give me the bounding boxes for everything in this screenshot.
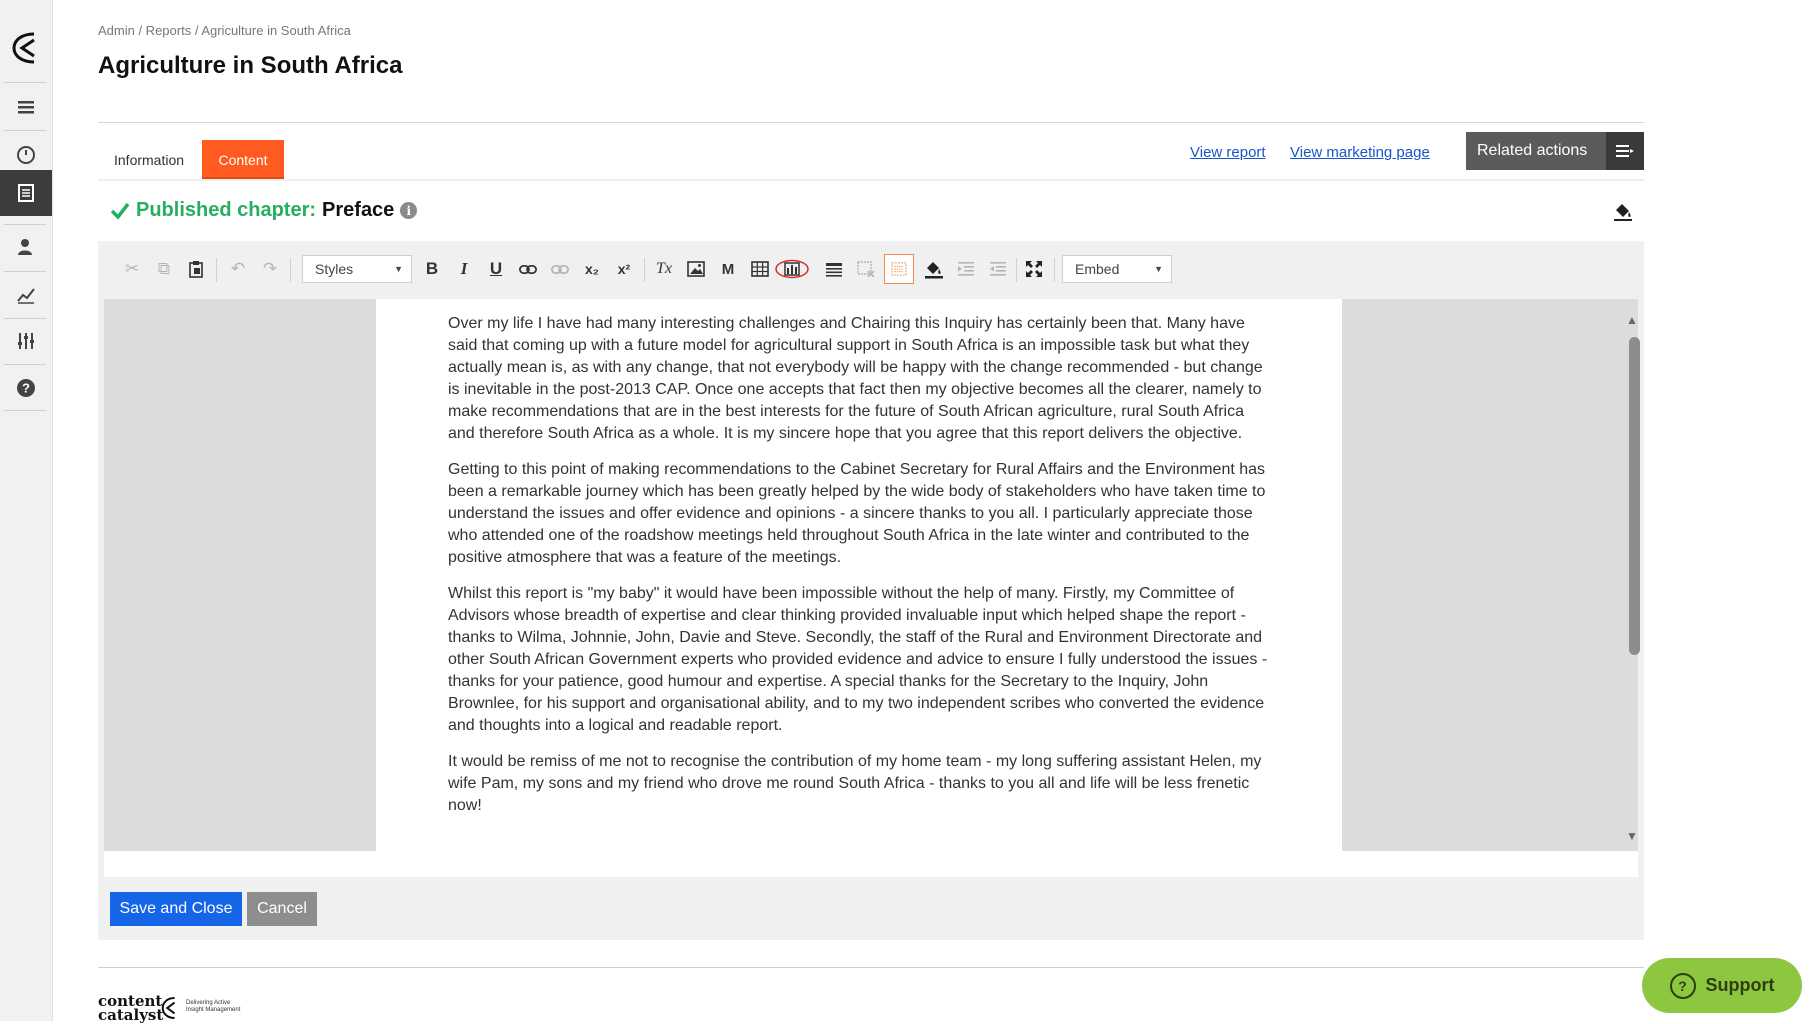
tab-divider [98,179,1644,181]
save-and-close-button[interactable]: Save and Close [110,892,242,926]
page-title: Agriculture in South Africa [98,52,403,79]
embed-dropdown[interactable] [1062,255,1172,283]
chapter-name: Preface [322,199,395,221]
cut-icon[interactable]: ✂ [124,259,140,278]
show-blocks-button[interactable] [884,254,914,284]
list-icon [15,96,37,118]
support-label: Support [1705,975,1775,995]
chapter-heading [110,199,417,222]
maximize-icon[interactable] [1020,255,1048,283]
remove-block-icon[interactable] [852,255,880,283]
breadcrumb[interactable]: Admin / Reports / Agriculture in South Africa [98,23,351,38]
editor-body[interactable] [376,299,1342,817]
related-actions-button[interactable] [1466,132,1644,170]
subscript-button[interactable]: x₂ [584,261,599,277]
view-report-link[interactable]: View report [1190,144,1266,161]
rich-text-editor [98,241,1644,940]
indent-icon[interactable] [952,255,980,283]
sidebar-divider [4,410,46,411]
sidebar-item-users[interactable] [0,224,52,270]
styles-dropdown-label: Styles [315,261,354,277]
italic-button[interactable]: I [460,259,468,278]
outdent-icon[interactable] [984,255,1012,283]
media-icon[interactable]: M [721,260,735,278]
toolbar-separator [644,258,645,282]
editor-canvas [104,299,1638,851]
checkmark-icon [110,201,130,221]
logo-text-line2: catalyst [98,1006,164,1024]
superscript-button[interactable]: x² [617,261,631,277]
unlink-icon[interactable] [546,255,574,283]
actions-menu-icon[interactable] [1606,132,1644,170]
undo-icon[interactable]: ↶ [230,259,246,278]
redo-icon[interactable]: ↷ [262,259,278,278]
caret-down-icon: ▼ [394,264,403,274]
svg-text:?: ? [22,380,30,396]
sidebar-item-reports[interactable] [0,170,52,216]
users-icon [15,236,37,258]
link-icon[interactable] [514,255,542,283]
paste-icon[interactable] [182,255,210,283]
tab-information[interactable]: Information [98,140,200,180]
paragraph[interactable]: Whilst this report is "my baby" it would have been impossible without the help of many. Firstly, my Committee of Advisors whose breadth of expertise and clear thinking provided invaluable input which helped shape the report - thanks to Wilma, Johnnie, John, Davie and Steve. Secondly, the staff of the Rural and Environment Directorate and other South African Government experts who provided evidence and advice to ensure I fully understood the issues - thanks for your patience, good humour and expertise. A special thanks for the Secretary to the Inquiry, John Brownlee, for his support and organisational ability, and to my two independent scribes who converted the evidence and thoughts into a logical and readable report. [448,585,1268,734]
divider [98,967,1644,968]
document-icon [15,182,37,204]
fill-color-icon[interactable] [920,255,948,283]
toolbar-separator [290,258,291,282]
clear-formatting-button[interactable]: Tx [656,260,672,277]
logo-text-line1: content [98,992,163,1010]
divider [98,122,1644,123]
sidebar-item-settings[interactable] [0,318,52,364]
info-icon[interactable]: i [400,202,417,219]
bold-button[interactable]: B [425,259,439,278]
paragraph[interactable]: Over my life I have had many interesting challenges and Chairing this Inquiry has certainly been that. Many have said that coming up with a future model for agricultural support in South Africa is an impossible task but what they actually mean is, as with any change, that not everybody will be happy with the change recommended - but change is inevitable in the post-2013 CAP. Once one accepts that fact then my objective becomes all the clearer, namely to make recommendations that are in the best interests for the future of South African agriculture, rural South Africa and therefore South Africa as a whole. It is my sincere hope that you agree that this report delivers the objective. [448,315,1263,442]
logo-tagline: Delivering Active [186,1000,231,1006]
content-catalyst-logo [98,994,268,1024]
sidebar-item-menu[interactable] [0,84,52,130]
paragraph[interactable]: It would be remiss of me not to recognise the contribution of my home team - my long suffering assistant Helen, my wife Pam, my sons and my friend who drove me round South Africa - thanks to you all and life will be less frenetic now! [448,753,1262,814]
scroll-up-arrow-icon[interactable]: ▲ [1626,313,1638,327]
published-status: Published chapter: [136,199,317,221]
tab-content[interactable]: Content [202,140,284,180]
sidebar-item-analytics[interactable] [0,272,52,318]
support-button[interactable] [1642,958,1802,1013]
toolbar-separator [216,258,217,282]
editor-page[interactable] [376,299,1342,851]
toolbar-separator [1054,258,1055,282]
chart-icon [15,284,37,306]
styles-dropdown[interactable] [302,255,412,283]
cancel-button[interactable]: Cancel [247,892,317,926]
sidebar [0,0,53,1021]
image-icon[interactable] [682,255,710,283]
sidebar-divider [4,82,46,83]
sliders-icon [15,330,37,352]
scroll-down-arrow-icon[interactable]: ▼ [1626,829,1638,843]
caret-down-icon: ▼ [1154,264,1163,274]
question-icon: ? [1670,973,1696,999]
sidebar-item-help[interactable] [0,365,52,411]
chart-insert-icon[interactable] [774,255,810,283]
view-marketing-page-link[interactable]: View marketing page [1290,144,1430,161]
app-logo-icon[interactable] [6,28,46,68]
scrollbar-thumb[interactable] [1629,337,1640,655]
sidebar-divider [4,130,46,131]
related-actions-label: Related actions [1477,142,1588,159]
toolbar-separator [1016,258,1017,282]
logo-tagline: Insight Management [186,1007,241,1013]
editor-status-bar [104,851,1638,877]
embed-dropdown-label: Embed [1075,261,1120,277]
table-icon[interactable] [746,255,774,283]
paragraph[interactable]: Getting to this point of making recommendations to the Cabinet Secretary for Rural Affairs and the Environment has been a remarkable journey which has been greatly helped by the wide body of stakeholders who have taken time to understand the issues and offer evidence and opinions - a sincere thanks to you all. I particularly appreciate those who attended one of the roadshow meetings held throughout South Africa in the late winter and contributed to the positive atmosphere that was a feature of the meetings. [448,461,1266,566]
paragraph-block-icon[interactable] [820,255,848,283]
help-icon [15,377,37,399]
logo-mark-icon [160,996,180,1020]
paint-bucket-icon[interactable] [1612,200,1634,222]
copy-icon[interactable]: ⧉ [157,259,171,278]
underline-button[interactable]: U [489,259,503,278]
dashboard-icon [15,144,37,166]
editor-toolbar [98,241,1644,297]
